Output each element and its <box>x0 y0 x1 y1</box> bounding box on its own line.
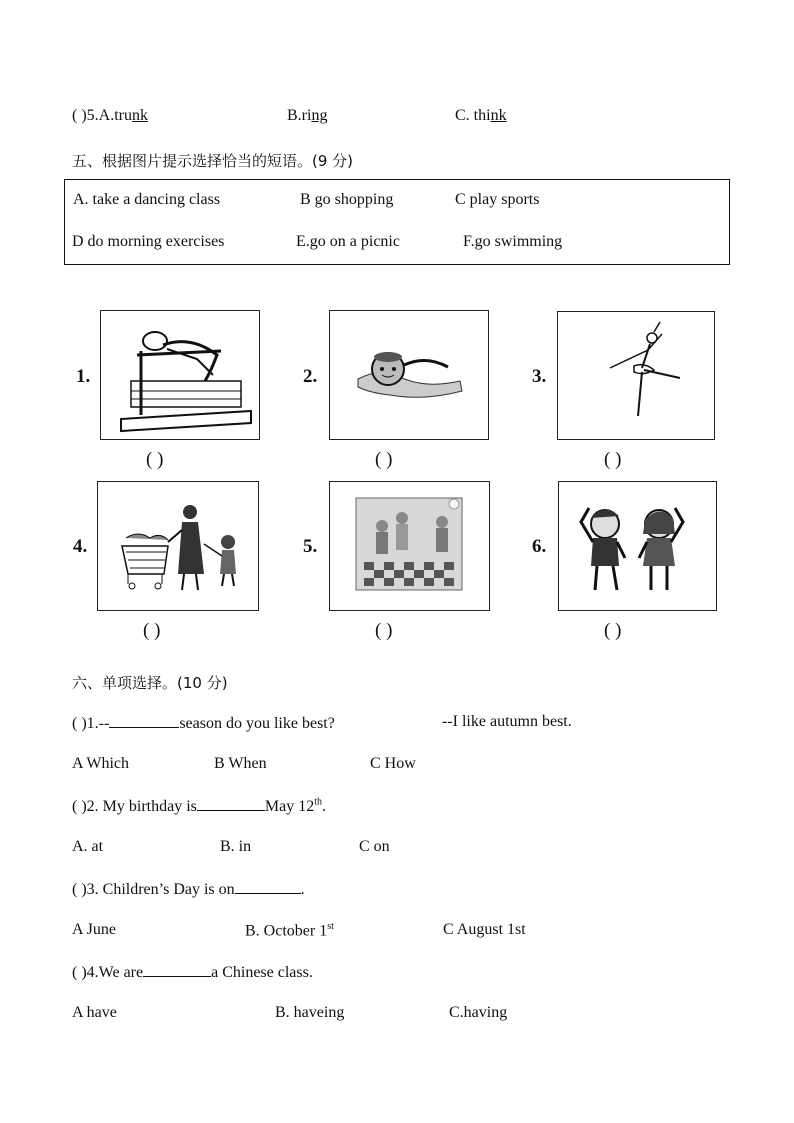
shopping-cart-icon <box>98 482 258 610</box>
picture-number-4: 4. <box>73 536 88 557</box>
q3-option-b-text: B. October 1 <box>245 922 328 940</box>
q1-reply: --I like autumn best. <box>442 713 572 730</box>
phrase-option-f: F.go swimming <box>463 233 563 250</box>
picture-1 <box>100 310 260 440</box>
q2-option-a: A. at <box>72 838 104 855</box>
option-b-underlined: ng <box>311 107 328 124</box>
q4-stem: a Chinese class. <box>211 964 313 981</box>
q3-line <box>72 879 305 899</box>
q2-period: . <box>321 798 326 815</box>
picture-4 <box>97 481 259 611</box>
answer-paren-4: ( ) <box>143 620 161 641</box>
q5-option-c <box>455 107 507 125</box>
ballet-dancer-icon <box>558 312 714 439</box>
picture-number-2: 2. <box>303 366 318 387</box>
answer-paren: ( ) <box>72 964 87 981</box>
phrase-option-b: B go shopping <box>300 191 394 208</box>
q3-option-b <box>245 921 334 940</box>
q4-option-b: B. haveing <box>275 1004 345 1021</box>
option-b-text: ri <box>301 107 312 124</box>
q2-option-b: B. in <box>220 838 252 855</box>
q4-line <box>72 962 313 982</box>
q4-prefix: 4.We are <box>86 964 144 981</box>
answer-paren-6: ( ) <box>604 620 622 641</box>
option-a-underlined: nk <box>132 107 148 124</box>
q1-option-b: B When <box>214 755 267 772</box>
phrase-option-d: D do morning exercises <box>72 233 225 250</box>
phrase-option-c: C play sports <box>455 191 540 208</box>
q1-prefix: 1.-- <box>86 715 110 732</box>
q3-answer-blank[interactable] <box>235 879 301 894</box>
q1-line <box>72 713 335 733</box>
answer-paren-3: ( ) <box>604 449 622 470</box>
picture-number-6: 6. <box>532 536 547 557</box>
picture-3 <box>557 311 715 440</box>
q2-date-suffix: th <box>314 796 322 808</box>
q4-answer-blank[interactable] <box>143 962 211 977</box>
answer-paren-2: ( ) <box>375 449 393 470</box>
picture-number-3: 3. <box>532 366 547 387</box>
picture-5 <box>329 481 490 611</box>
q3-period: . <box>300 881 305 898</box>
section6-heading: 六、单项选择。(10 分) <box>72 674 228 692</box>
option-c-label: C. <box>455 107 474 124</box>
q2-date: May 12 <box>264 798 315 815</box>
q1-option-c: C How <box>370 755 416 772</box>
q3-option-b-suffix: st <box>327 921 334 932</box>
swimming-icon <box>330 311 488 439</box>
q2-line <box>72 796 326 816</box>
question-number: 5.A. <box>86 107 115 124</box>
option-c-underlined: nk <box>490 107 507 124</box>
answer-paren: ( ) <box>72 715 87 732</box>
q1-stem: season do you like best? <box>179 715 335 732</box>
q4-option-a: A have <box>72 1004 117 1021</box>
picture-2 <box>329 310 489 440</box>
q2-prefix: 2. My birthday is <box>86 798 197 815</box>
q5-option-b <box>287 107 327 125</box>
answer-paren: ( ) <box>72 107 87 124</box>
morning-exercise-icon <box>559 482 716 610</box>
q1-option-a: A Which <box>72 755 130 772</box>
q5-phonics-line <box>72 107 148 125</box>
q3-option-a: A June <box>72 921 116 938</box>
picto-picnic <box>330 482 489 610</box>
q1-answer-blank[interactable] <box>109 713 179 728</box>
q2-option-c: C on <box>359 838 390 855</box>
q2-answer-blank[interactable] <box>197 796 265 811</box>
option-a-text: tru <box>114 107 132 124</box>
q3-prefix: 3. Children’s Day is on <box>86 881 235 898</box>
phrase-option-e: E.go on a picnic <box>296 233 400 250</box>
q3-option-c: C August 1st <box>443 921 526 938</box>
high-jump-icon <box>101 311 259 439</box>
option-b-label: B. <box>287 107 302 124</box>
answer-paren: ( ) <box>72 798 87 815</box>
answer-paren-1: ( ) <box>146 449 164 470</box>
option-c-text: thi <box>473 107 491 124</box>
answer-paren-5: ( ) <box>375 620 393 641</box>
phrase-option-a: A. take a dancing class <box>73 191 221 208</box>
picture-6 <box>558 481 717 611</box>
picture-number-1: 1. <box>76 366 91 387</box>
picture-number-5: 5. <box>303 536 318 557</box>
section5-heading: 五、根据图片提示选择恰当的短语。(9 分) <box>72 152 354 170</box>
answer-paren: ( ) <box>72 881 87 898</box>
q4-option-c: C.having <box>449 1004 508 1021</box>
